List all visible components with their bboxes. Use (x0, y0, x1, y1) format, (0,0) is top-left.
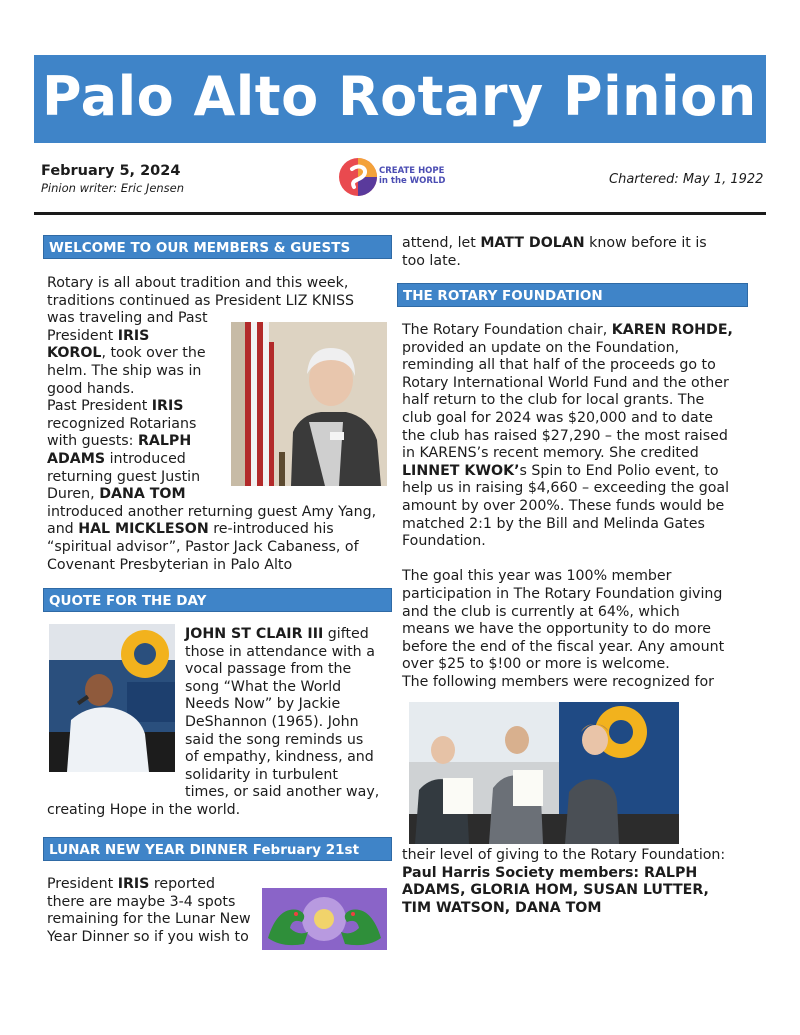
logo-text-line1: CREATE HOPE (379, 166, 445, 176)
chartered-date: Chartered: May 1, 1922 (609, 172, 764, 187)
logo-text-line2: in the WORLD (379, 176, 446, 186)
writer-credit: Pinion writer: Eric Jensen (41, 181, 185, 195)
name-karen-rohde: KAREN ROHDE, (611, 322, 733, 338)
name-iris: IRIS (117, 327, 150, 344)
name-matt-dolan: MATT DOLAN (480, 235, 585, 251)
masthead (34, 55, 766, 143)
lunar-heading: LUNAR NEW YEAR DINNER February 21st (43, 837, 392, 861)
name-korol: KOROL (47, 345, 102, 362)
foundation-body: The Rotary Foundation chair, KAREN ROHDE, provided an update on the Foundation, reminding all that half of the proceeds go to Rotary International World Fund and the other half return to the club for local grants. The club goal for 2024 was $20,000 and to date the club has raised $27,290 – the most raised in KARENS’s recent memory. She credited LINNET KWOK’s Spin to End Polio event, to help us in raising $4,660 – exceeding the goal amount by over 200%. These funds would be matched 2:1 by the Bill and Melinda Gates Foundation. The goal this year was 100% member participation in The Rotary Foundation giving and the club is currently at 64%, which means we have the opportunity to do more before the end of the fiscal year. Any amount over $25 to $!00 or more is welcome. The following members were recognized for (402, 322, 733, 690)
paul-harris-members-line3: TIM WATSON, DANA TOM (402, 899, 602, 916)
paul-harris-members-line2: ADAMS, GLORIA HOM, SUSAN LUTTER, (402, 882, 709, 899)
foundation-recipients-photo (409, 702, 679, 844)
quote-body-right: JOHN ST CLAIR III gifted those in attendance with a vocal passage from the song “What the World Needs Now” by Jackie DeShannon (1965). John said the song reminds us of empathy, kindness, and solidarity in turbulent times, or said another way, (185, 626, 380, 801)
name-john-st-clair: JOHN ST CLAIR III (185, 626, 324, 642)
header-rule (34, 212, 766, 215)
quote-body-end: creating Hope in the world. (47, 802, 241, 818)
iris-korol-photo (231, 322, 387, 486)
foundation-recognized: their level of giving to the Rotary Foundation: Paul Harris Society members: RALPH ADAMS, GLORIA HOM, SUSAN LUTTER, TIM WATSON, DANA TOM (402, 847, 726, 916)
welcome-body: Rotary is all about tradition and this week, traditions continued as President LIZ KNISS was traveling and Past President IRIS KOROL, took over the helm. The ship was in good hands. Past President IRIS recognized Rotarians with guests: RALPH ADAMS introduced returning guest Justin Duren, DANA TOM introduced another returning guest Amy Yang, and HAL MICKLESON re-introduced his “spiritual advisor”, Pastor Jack Cabaness, of Covenant Presbyterian in Palo Alto (47, 275, 377, 573)
john-st-clair-photo (49, 624, 175, 772)
paul-harris-members-line1: Paul Harris Society members: RALPH (402, 864, 698, 881)
lunar-body: President IRIS reported there are maybe 3-4 spots remaining for the Lunar New Year Dinner so if you wish to (47, 876, 251, 945)
lunar-dragons-graphic (262, 888, 387, 950)
quote-heading: QUOTE FOR THE DAY (43, 588, 392, 612)
rotary-hope-logo-icon (338, 155, 456, 199)
newsletter-title: Palo Alto Rotary Pinion (42, 65, 757, 128)
lunar-body-continued: attend, let MATT DOLAN know before it is too late. (402, 235, 707, 269)
name-linnet-kwok: LINNET KWOK’ (402, 462, 520, 479)
issue-date: February 5, 2024 (41, 163, 181, 179)
welcome-heading: WELCOME TO OUR MEMBERS & GUESTS (43, 235, 392, 259)
foundation-heading: THE ROTARY FOUNDATION (397, 283, 748, 307)
